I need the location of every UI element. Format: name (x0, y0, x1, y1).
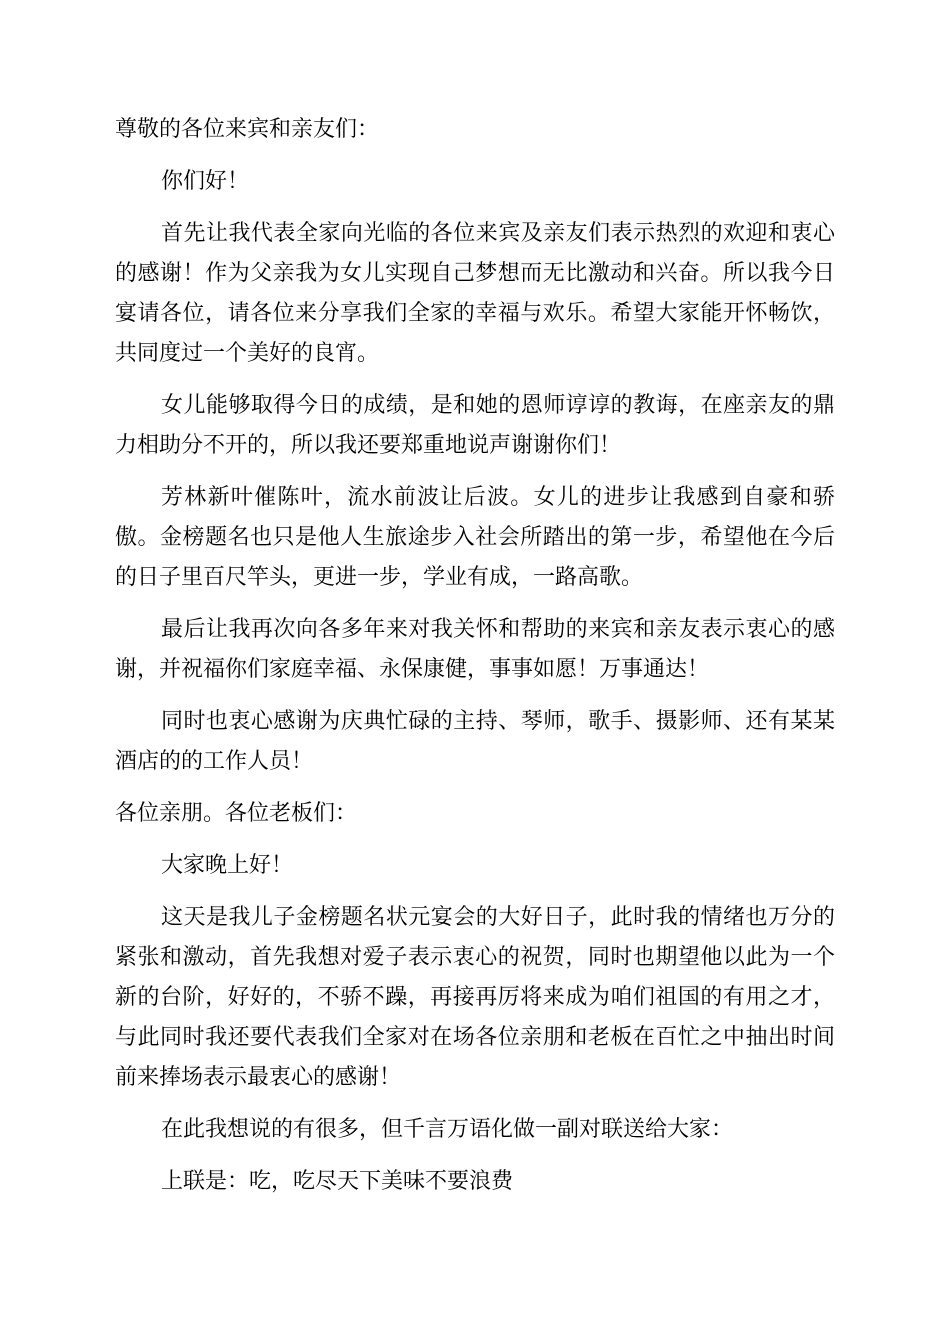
paragraph-thanks-teachers: 女儿能够取得今日的成绩，是和她的恩师谆谆的教诲，在座亲友的鼎力相助分不开的，所以我还要郑重地说声谢谢你们！ (115, 393, 835, 458)
paragraph-couplet-intro: 在此我想说的有很多，但千言万语化做一副对联送给大家： (161, 1117, 734, 1142)
paragraph-thanks-staff: 同时也衷心感谢为庆典忙碌的主持、琴师，歌手、摄影师、还有某某酒店的的工作人员！ (115, 709, 835, 774)
salutation-guests: 尊敬的各位来宾和亲友们： (115, 117, 380, 142)
paragraph-final-thanks: 最后让我再次向各多年来对我关怀和帮助的来宾和亲友表示衷心的感谢，并祝福你们家庭幸福、永保康健，事事如愿！万事通达！ (115, 617, 835, 682)
greeting: 你们好！ (161, 169, 250, 194)
document-body (115, 110, 835, 1214)
paragraph-welcome: 首先让我代表全家向光临的各位来宾及亲友们表示热烈的欢迎和衷心的感谢！作为父亲我为女儿实现自己梦想而无比激动和兴奋。所以我今日宴请各位，请各位来分享我们全家的幸福与欢乐。希望大家能开怀畅饮，共同度过一个美好的良宵。 (115, 221, 835, 366)
greeting-evening: 大家晚上好！ (161, 853, 294, 878)
paragraph-celebration: 这天是我儿子金榜题名状元宴会的大好日子，此时我的情绪也万分的紧张和激动，首先我想对爱子表示衷心的祝贺，同时也期望他以此为一个新的台阶，好好的，不骄不躁，再接再厉将来成为咱们祖国的有用之才，与此同时我还要代表我们全家对在场各位亲朋和老板在百忙之中抽出时间前来捧场表示最衷心的感谢！ (115, 905, 835, 1090)
paragraph-progress: 芳林新叶催陈叶，流水前波让后波。女儿的进步让我感到自豪和骄傲。金榜题名也只是他人生旅途步入社会所踏出的第一步，希望他在今后的日子里百尺竿头，更进一步，学业有成，一路高歌。 (115, 485, 835, 590)
salutation-friends: 各位亲朋。各位老板们： (115, 801, 358, 826)
paragraph-couplet-first-line: 上联是：吃，吃尽天下美味不要浪费 (161, 1169, 514, 1194)
